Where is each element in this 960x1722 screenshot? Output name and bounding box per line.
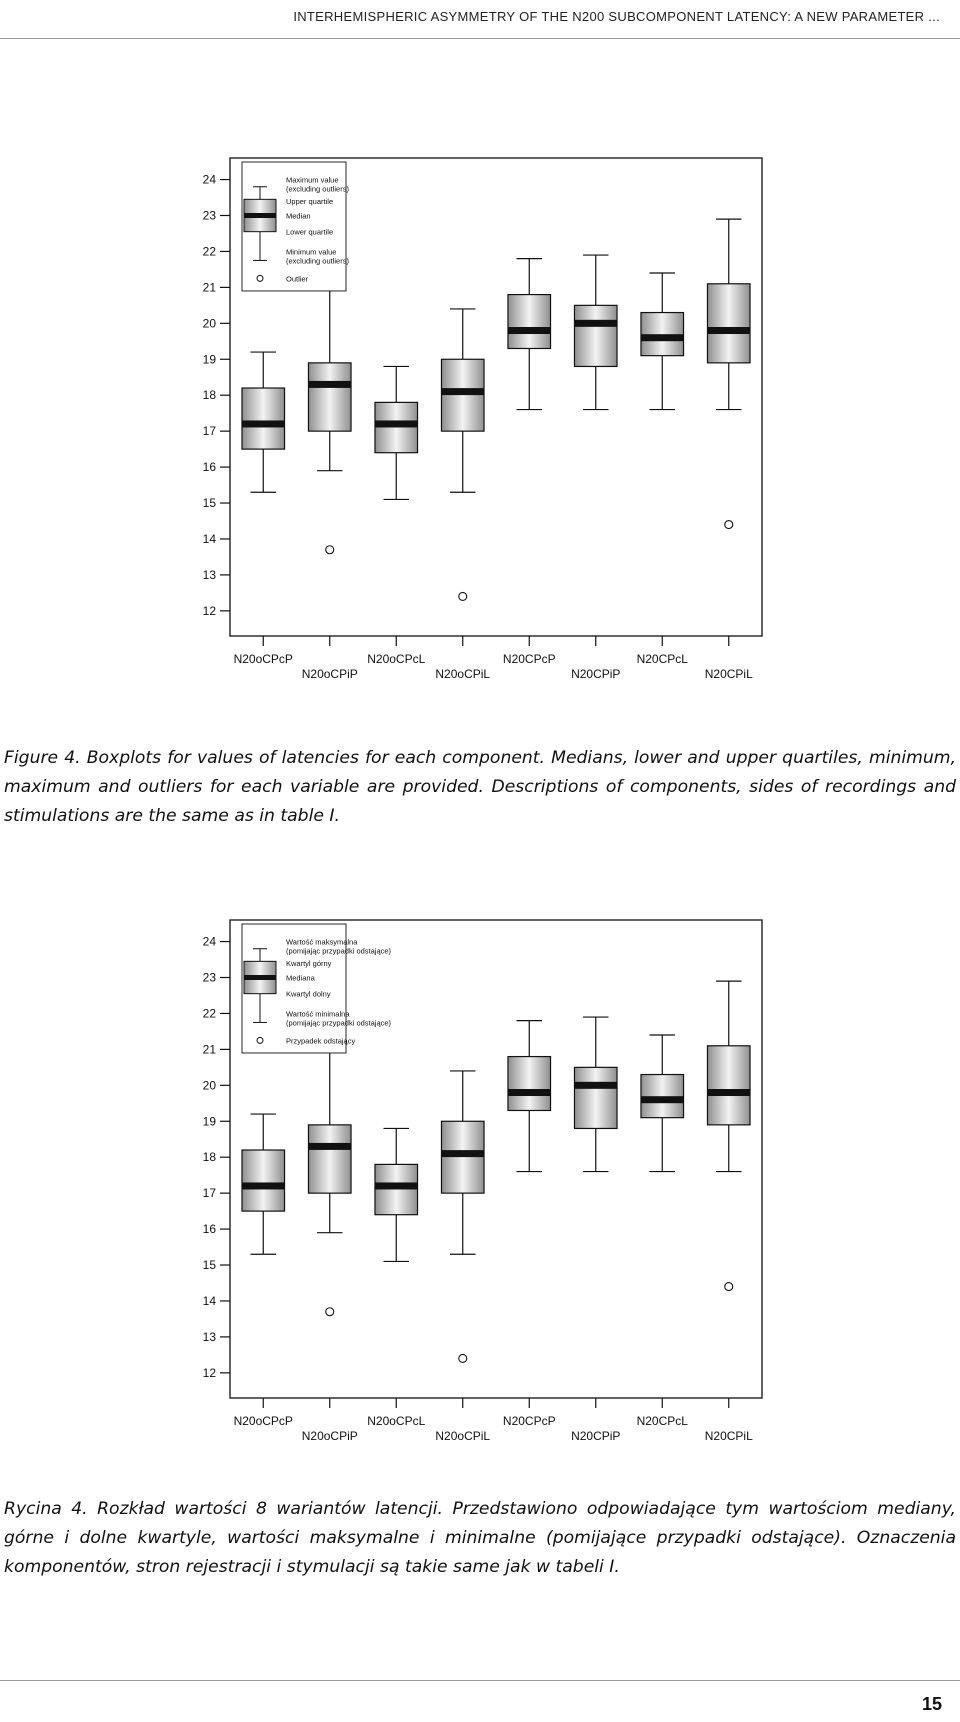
y-tick-label: 12 xyxy=(202,1365,216,1380)
y-tick-label: 22 xyxy=(202,244,216,259)
legend-label-min: Wartość minimalna xyxy=(286,1009,350,1019)
x-tick-label: N20oCPcL xyxy=(367,652,426,666)
x-tick-label: N20CPcL xyxy=(636,1414,688,1428)
figure-4-polish xyxy=(0,912,960,1452)
legend-outlier-marker xyxy=(257,1037,263,1043)
y-tick-label: 15 xyxy=(202,496,216,511)
x-tick-label: N20CPiP xyxy=(571,1429,621,1443)
y-tick-label: 21 xyxy=(202,280,216,295)
running-title: INTERHEMISPHERIC ASYMMETRY OF THE N200 SUBCOMPONENT LATENCY: A NEW PARAMETER ... xyxy=(293,9,940,24)
median-bar xyxy=(707,1089,750,1096)
y-tick-label: 18 xyxy=(202,388,216,403)
legend-label-max: Wartość maksymalna xyxy=(286,937,358,947)
legend-label-uq: Kwartyl górny xyxy=(286,959,332,969)
x-tick-label: N20CPiP xyxy=(571,667,621,681)
legend-label-median: Mediana xyxy=(286,973,315,983)
outlier-point xyxy=(725,521,733,529)
median-bar xyxy=(641,1096,684,1103)
x-tick-label: N20CPiL xyxy=(704,1429,753,1443)
y-tick-label: 24 xyxy=(202,934,216,949)
x-tick-label: N20oCPcL xyxy=(367,1414,426,1428)
outlier-point xyxy=(326,546,334,554)
iqr-box xyxy=(641,313,684,356)
median-bar xyxy=(375,420,418,427)
outlier-point xyxy=(459,1354,467,1362)
legend-label-outlier: Outlier xyxy=(286,274,309,284)
y-tick-label: 18 xyxy=(202,1150,216,1165)
y-tick-label: 13 xyxy=(202,567,216,582)
y-tick-label: 12 xyxy=(202,603,216,618)
median-bar xyxy=(707,327,750,334)
legend-median xyxy=(244,975,276,980)
y-tick-label: 23 xyxy=(202,970,216,985)
legend-label-min: (pomijając przypadki odstające) xyxy=(286,1018,392,1028)
x-tick-label: N20oCPiL xyxy=(435,1429,491,1443)
legend-median xyxy=(244,213,276,218)
iqr-box xyxy=(641,1075,684,1118)
median-bar xyxy=(375,1182,418,1189)
legend xyxy=(242,162,349,291)
y-tick-label: 16 xyxy=(202,460,216,475)
iqr-box xyxy=(574,305,617,366)
y-tick-label: 15 xyxy=(202,1258,216,1273)
legend-label-min: (excluding outliers) xyxy=(286,256,349,266)
figure-caption-english: Figure 4. Boxplots for values of latencies for each component. Medians, lower and upper quartiles, minimum, maximum and outliers for each variable are provided. Descriptions of components, sides of recordings and stimulations are the same as in table I. xyxy=(4,748,956,826)
x-tick-label: N20oCPcP xyxy=(233,652,293,666)
iqr-box xyxy=(308,1125,351,1193)
median-bar xyxy=(308,381,351,388)
iqr-box xyxy=(242,388,285,449)
legend-label-min: Minimum value xyxy=(286,247,337,257)
outlier-point xyxy=(725,1283,733,1291)
iqr-box xyxy=(707,284,750,363)
figure-4-english xyxy=(0,150,960,690)
legend-label-lq: Kwartyl dolny xyxy=(286,989,331,999)
y-tick-label: 23 xyxy=(202,208,216,223)
iqr-box xyxy=(375,1164,418,1214)
x-tick-label: N20oCPiP xyxy=(301,1429,358,1443)
median-bar xyxy=(574,1082,617,1089)
y-tick-label: 14 xyxy=(202,1293,216,1308)
median-bar xyxy=(574,320,617,327)
legend-label-lq: Lower quartile xyxy=(286,227,334,237)
page-header xyxy=(0,0,960,40)
legend-label-median: Median xyxy=(286,211,311,221)
y-tick-label: 21 xyxy=(202,1042,216,1057)
y-tick-label: 24 xyxy=(202,172,216,187)
median-bar xyxy=(242,420,285,427)
x-tick-label: N20CPiL xyxy=(704,667,753,681)
y-tick-label: 19 xyxy=(202,352,216,367)
page-number: 15 xyxy=(921,1694,942,1714)
median-bar xyxy=(441,1150,484,1157)
legend-label-uq: Upper quartile xyxy=(286,197,334,207)
y-tick-label: 14 xyxy=(202,531,216,546)
figure-caption-polish: Rycina 4. Rozkład wartości 8 wariantów latencji. Przedstawiono odpowiadające tym wartościom mediany, górne i dolne kwartyle, wartości maksymalne i minimalne (pomijające przypadki odstające). Oznaczenia komponentów, stron rejestracji i stymulacji są takie same jak w tabeli I. xyxy=(4,1499,956,1577)
median-bar xyxy=(242,1182,285,1189)
outlier-point xyxy=(459,592,467,600)
legend-label-max: (excluding outliers) xyxy=(286,184,349,194)
legend-label-max: (pomijając przypadki odstające) xyxy=(286,946,392,956)
iqr-box xyxy=(242,1150,285,1211)
y-tick-label: 16 xyxy=(202,1222,216,1237)
iqr-box xyxy=(375,402,418,452)
legend-label-outlier: Przypadek odstający xyxy=(286,1036,356,1046)
median-bar xyxy=(508,327,551,334)
boxplot-chart-polish xyxy=(0,912,960,1452)
y-tick-label: 17 xyxy=(202,1186,216,1201)
header-rule xyxy=(0,38,960,39)
iqr-box xyxy=(441,359,484,431)
x-tick-label: N20oCPiP xyxy=(301,667,358,681)
iqr-box xyxy=(707,1046,750,1125)
iqr-box xyxy=(574,1067,617,1128)
x-tick-label: N20oCPiL xyxy=(435,667,491,681)
outlier-point xyxy=(326,1308,334,1316)
iqr-box xyxy=(441,1121,484,1193)
median-bar xyxy=(641,334,684,341)
x-tick-label: N20CPcL xyxy=(636,652,688,666)
iqr-box xyxy=(508,1057,551,1111)
x-tick-label: N20CPcP xyxy=(502,652,556,666)
y-tick-label: 20 xyxy=(202,316,216,331)
footer-rule xyxy=(0,1680,960,1681)
iqr-box xyxy=(308,363,351,431)
iqr-box xyxy=(508,295,551,349)
y-tick-label: 22 xyxy=(202,1006,216,1021)
boxplot-chart-english xyxy=(0,150,960,690)
x-tick-label: N20oCPcP xyxy=(233,1414,293,1428)
y-tick-label: 17 xyxy=(202,424,216,439)
median-bar xyxy=(308,1143,351,1150)
legend-outlier-marker xyxy=(257,275,263,281)
y-tick-label: 20 xyxy=(202,1078,216,1093)
y-tick-label: 19 xyxy=(202,1114,216,1129)
median-bar xyxy=(441,388,484,395)
median-bar xyxy=(508,1089,551,1096)
x-tick-label: N20CPcP xyxy=(502,1414,556,1428)
legend-label-max: Maximum value xyxy=(286,175,339,185)
y-tick-label: 13 xyxy=(202,1329,216,1344)
